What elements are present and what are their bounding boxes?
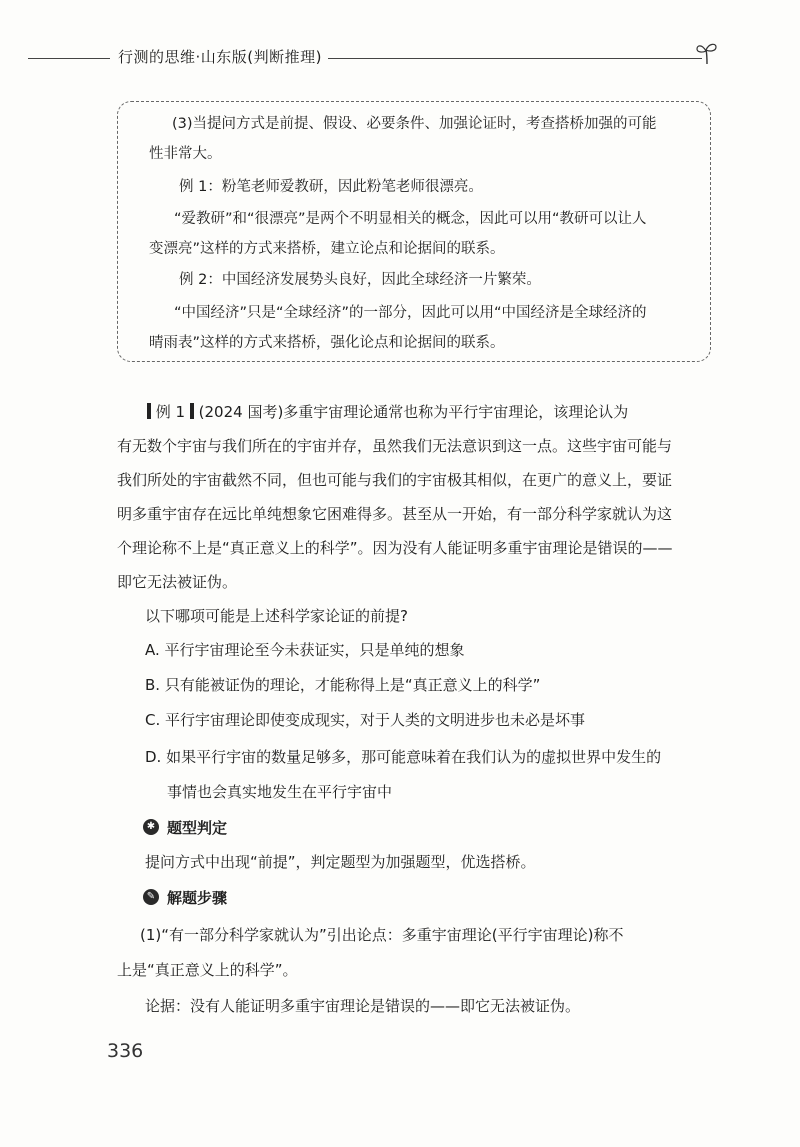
option-d: D. 如果平行宇宙的数量足够多，那可能意味着在我们认为的虚拟世界中发生的 [145,748,662,766]
option-a: A. 平行宇宙理论至今未获证实，只是单纯的想象 [145,641,465,659]
example-line: (2024 国考)多重宇宙理论通常也称为平行宇宙理论，该理论认为 [198,403,629,421]
section-heading-steps: 解题步骤 [167,889,228,907]
note-line: “爱教研”和“很漂亮”是两个不明显相关的概念，因此可以用“教研可以让人 [174,211,647,227]
option-b: B. 只有能被证伪的理论，才能称得上是“真正意义上的科学” [145,676,541,694]
gear-icon: ✱ [143,819,159,835]
note-line: 变漂亮”这样的方式来搭桥，建立论点和论据间的联系。 [149,241,505,257]
page-number: 336 [107,1040,144,1062]
steps-line: 上是“真正意义上的科学”。 [117,961,298,979]
example-tag: 例 1 [155,403,186,421]
example-line: 即它无法被证伪。 [117,573,238,591]
tag-bar-right [190,403,194,419]
section-type-text: 提问方式中出现“前提”，判定题型为加强题型，优选搭桥。 [145,853,536,871]
running-header [28,46,718,72]
option-d-continued: 事情也会真实地发生在平行宇宙中 [167,783,393,801]
tag-bar-left [147,403,151,419]
note-line: 例 2：中国经济发展势头良好，因此全球经济一片繁荣。 [179,272,541,288]
header-rule-right [328,58,702,59]
header-rule-left [28,58,110,59]
pencil-icon: ✎ [143,889,159,905]
example-first-line [147,402,628,422]
example-line: 个理论称不上是“真正意义上的科学”。因为没有人能证明多重宇宙理论是错误的—— [117,539,673,557]
note-line: (3)当提问方式是前提、假设、必要条件、加强论证时，考查搭桥加强的可能 [172,116,657,132]
note-line: 例 1：粉笔老师爱教研，因此粉笔老师很漂亮。 [179,179,483,195]
sprout-icon [694,40,720,66]
steps-line: (1)“有一部分科学家就认为”引出论点：多重宇宙理论(平行宇宙理论)称不 [140,926,624,944]
example-line: 有无数个宇宙与我们所在的宇宙并存，虽然我们无法意识到这一点。这些宇宙可能与 [117,437,673,455]
note-line: 性非常大。 [149,146,222,162]
note-line: 晴雨表”这样的方式来搭桥，强化论点和论据间的联系。 [149,335,505,351]
note-line: “中国经济”只是“全球经济”的一部分，因此可以用“中国经济是全球经济的 [174,305,647,321]
question-text: 以下哪项可能是上述科学家论证的前提? [145,607,408,625]
example-line: 我们所处的宇宙截然不同，但也可能与我们的宇宙极其相似，在更广的意义上，要证 [117,471,673,489]
option-c: C. 平行宇宙理论即使变成现实，对于人类的文明进步也未必是坏事 [145,711,586,729]
section-heading-type: 题型判定 [167,819,228,837]
example-line: 明多重宇宙存在远比单纯想象它困难得多。甚至从一开始，有一部分科学家就认为这 [117,505,673,523]
steps-line: 论据：没有人能证明多重宇宙理论是错误的——即它无法被证伪。 [145,997,581,1015]
header-title: 行测的思维·山东版(判断推理) [118,48,322,66]
